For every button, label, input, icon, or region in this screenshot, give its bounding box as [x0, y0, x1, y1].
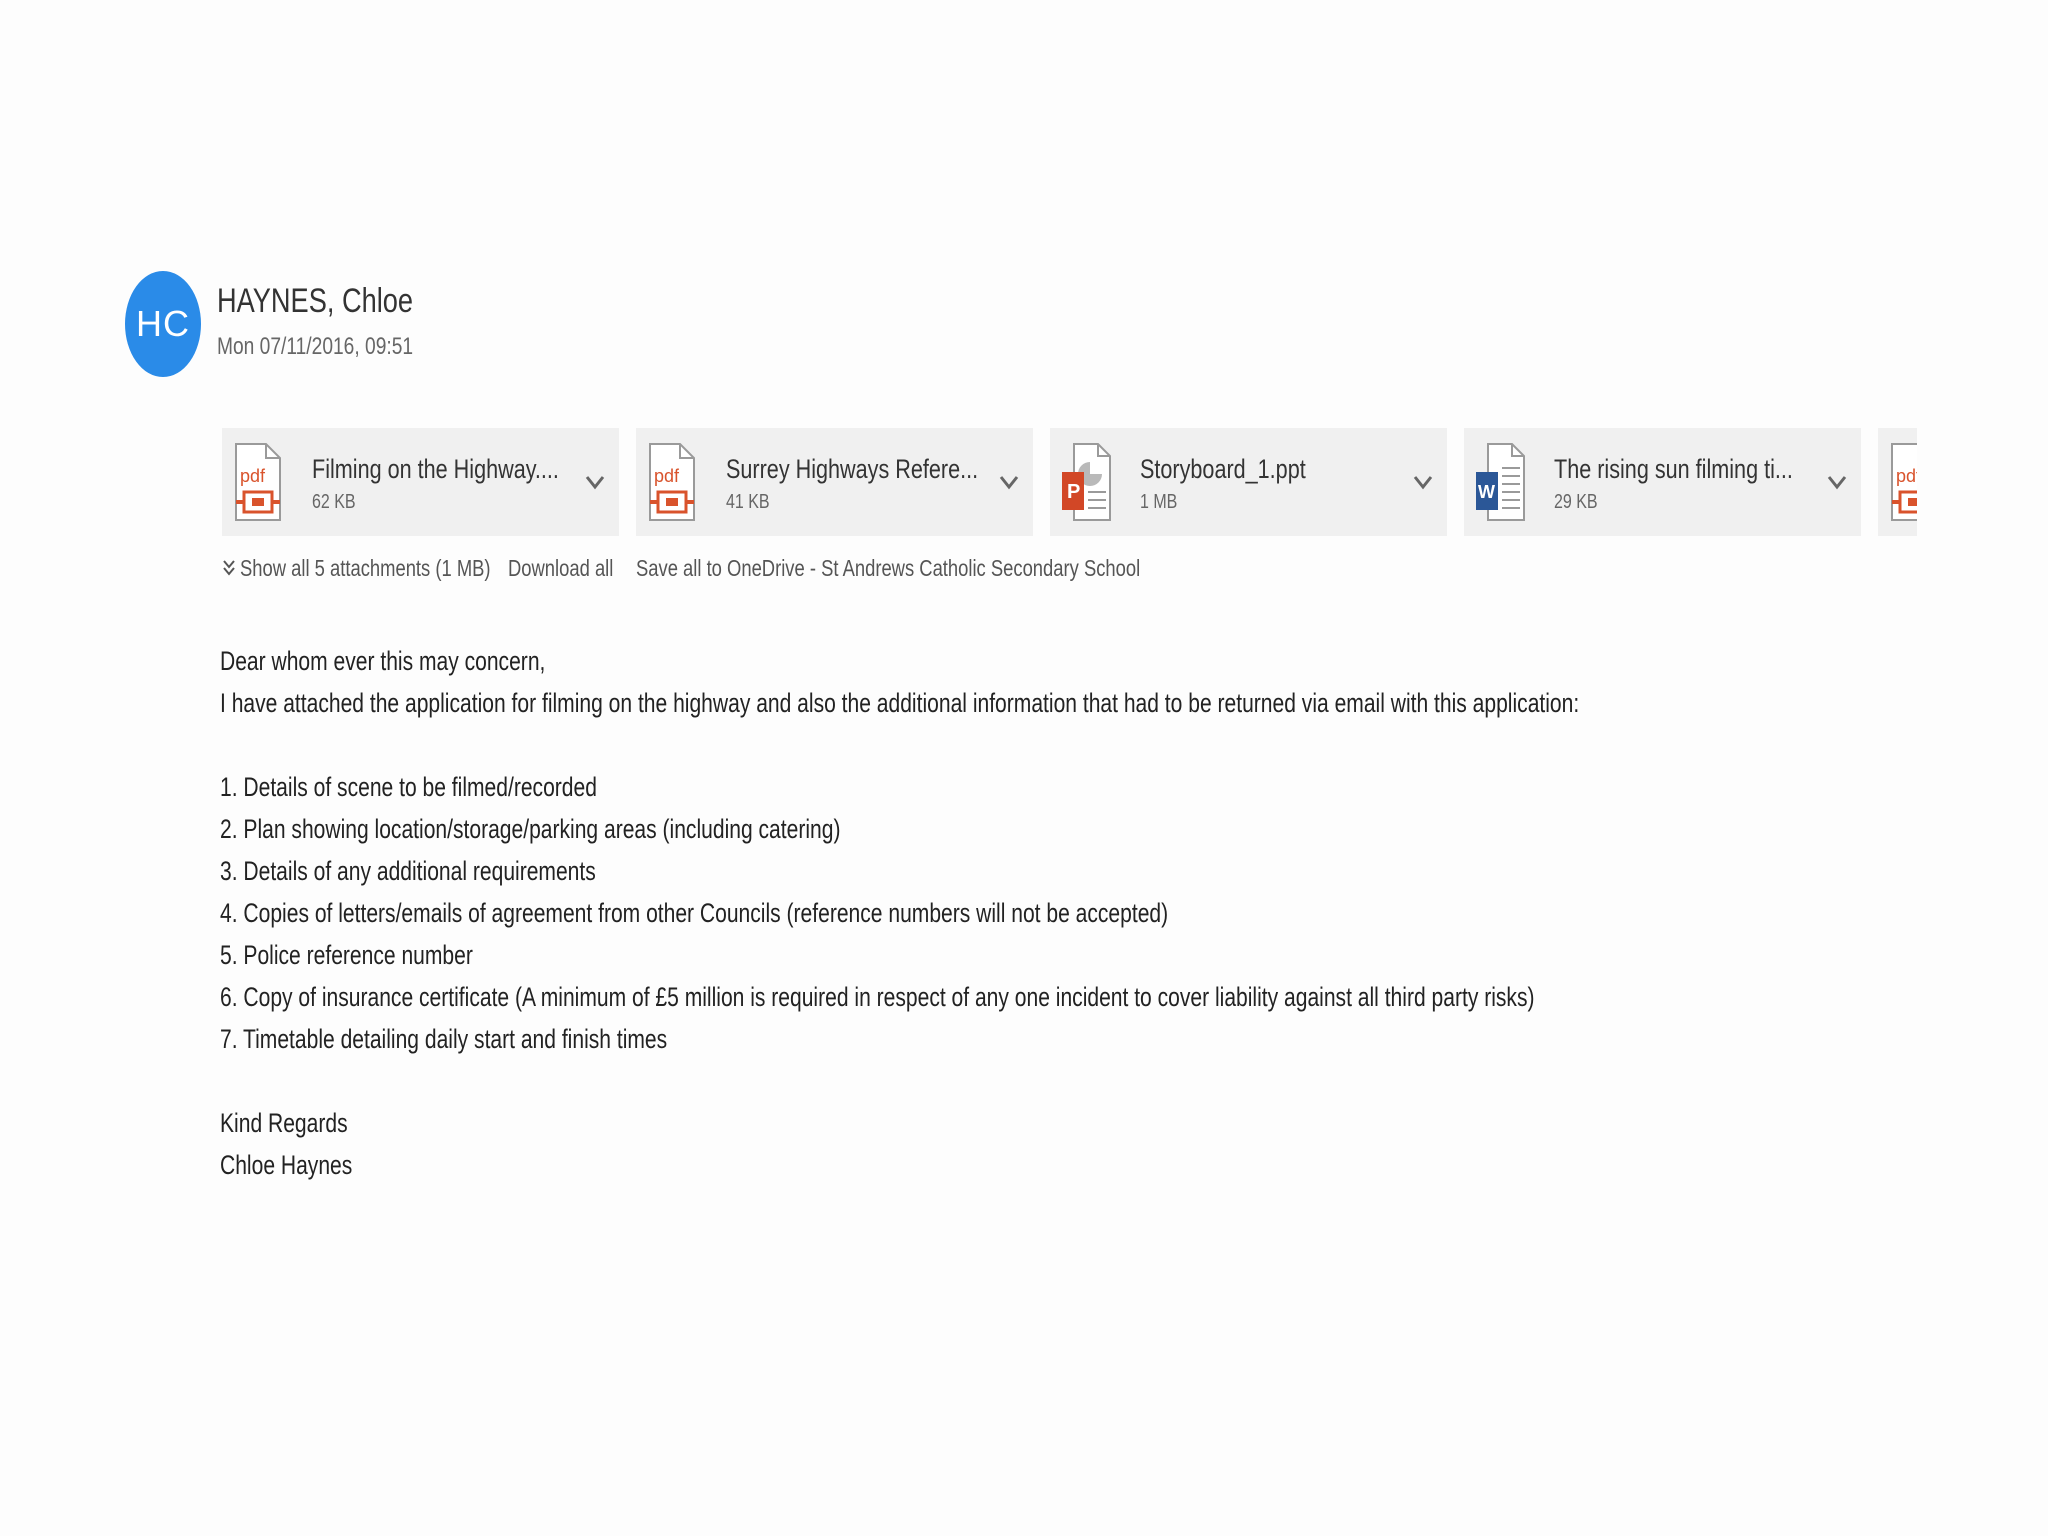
list-item: 5. Police reference number	[220, 940, 473, 970]
download-all-link[interactable]: Download all	[508, 555, 614, 581]
chevron-down-icon[interactable]	[1823, 468, 1851, 496]
save-all-onedrive-link[interactable]: Save all to OneDrive - St Andrews Catholic Secondary School	[636, 555, 1141, 581]
signoff: Kind Regards	[220, 1108, 348, 1138]
intro-paragraph: I have attached the application for filming on the highway and also the additional information that had to be returned via email with this application:	[220, 688, 1580, 718]
chevron-down-icon[interactable]	[1409, 468, 1437, 496]
show-all-attachments-link[interactable]: Show all 5 attachments (1 MB)	[240, 555, 491, 581]
attachment-size: 41 KB	[726, 491, 770, 513]
svg-text:W: W	[1478, 482, 1495, 502]
word-file-icon	[1474, 440, 1526, 524]
list-item: 7. Timetable detailing daily start and finish times	[220, 1024, 668, 1054]
double-chevron-down-icon[interactable]	[222, 558, 236, 578]
list-item: 3. Details of any additional requirements	[220, 856, 596, 886]
attachment-card[interactable]	[636, 428, 1033, 536]
pdf-file-icon	[1888, 440, 1922, 524]
message-body	[220, 640, 1963, 1186]
avatar[interactable]: HC	[125, 271, 201, 377]
attachment-size: 29 KB	[1554, 491, 1598, 513]
powerpoint-file-icon	[1060, 440, 1112, 524]
svg-text:pdf: pdf	[654, 466, 680, 486]
attachment-name: Surrey Highways Refere...	[726, 454, 979, 484]
sender-name[interactable]: HAYNES, Chloe	[217, 282, 414, 320]
attachment-size: 62 KB	[312, 491, 356, 513]
svg-text:pdf: pdf	[1896, 466, 1922, 486]
attachment-name: The rising sun filming ti...	[1554, 454, 1793, 484]
list-item: 6. Copy of insurance certificate (A minimum of £5 million is required in respect of any one incident to cover liability against all third party risks)	[220, 982, 1535, 1012]
chevron-down-icon[interactable]	[995, 468, 1023, 496]
chevron-down-icon[interactable]	[581, 468, 609, 496]
attachment-card[interactable]	[1050, 428, 1447, 536]
pdf-file-icon	[646, 440, 698, 524]
pdf-file-icon	[232, 440, 284, 524]
list-item: 2. Plan showing location/storage/parking areas (including catering)	[220, 814, 841, 844]
signature: Chloe Haynes	[220, 1150, 353, 1180]
attachment-card[interactable]	[222, 428, 619, 536]
attachment-size: 1 MB	[1140, 491, 1178, 513]
attachment-strip	[222, 428, 1922, 536]
attachment-name: Storyboard_1.ppt	[1140, 454, 1306, 484]
attachment-name: Filming on the Highway....	[312, 454, 559, 484]
list-item: 4. Copies of letters/emails of agreement from other Councils (reference numbers will not be accepted)	[220, 898, 1169, 928]
list-item: 1. Details of scene to be filmed/recorded	[220, 772, 597, 802]
svg-text:P: P	[1067, 481, 1081, 503]
svg-text:pdf: pdf	[240, 466, 266, 486]
attachment-card[interactable]	[1464, 428, 1861, 536]
attachment-card[interactable]	[1878, 428, 1922, 536]
greeting: Dear whom ever this may concern,	[220, 646, 546, 676]
sent-date: Mon 07/11/2016, 09:51	[217, 333, 414, 360]
